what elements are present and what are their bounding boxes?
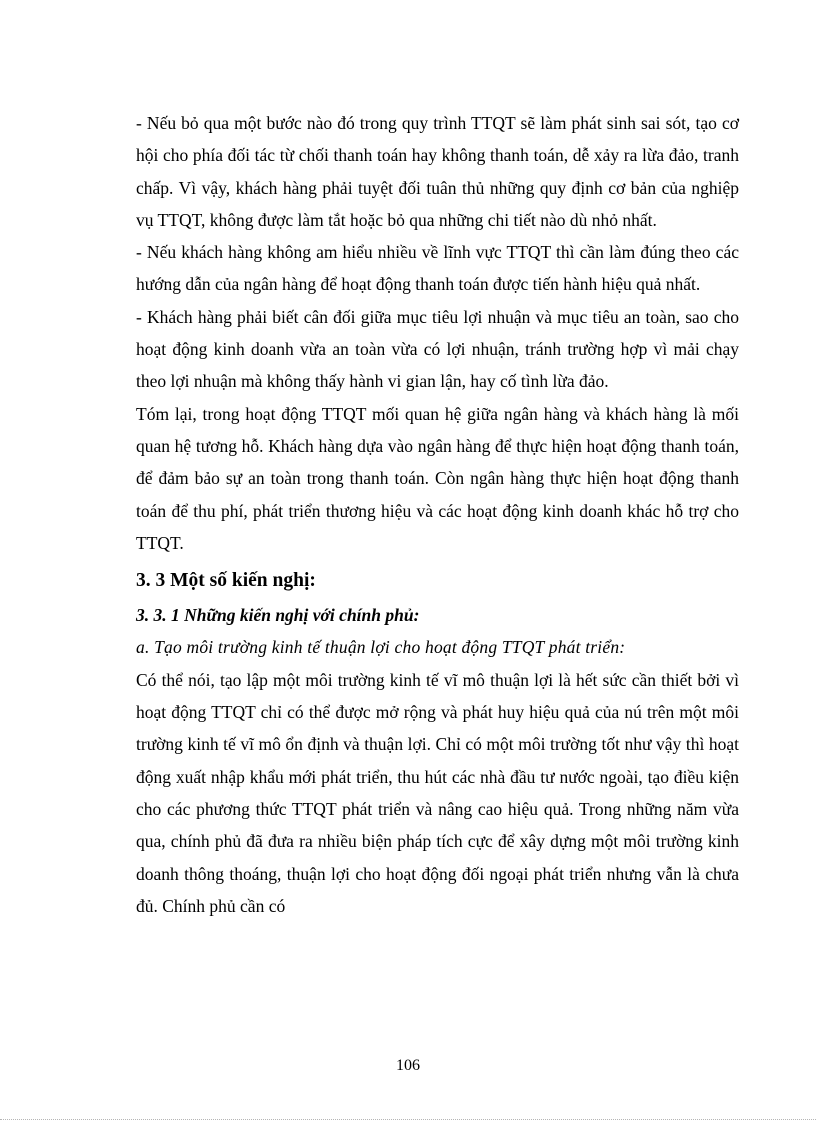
paragraph-summary: Tóm lại, trong hoạt động TTQT mối quan hệ giữa ngân hàng và khách hàng là mối quan hệ tương hỗ. Khách hàng dựa vào ngân hàng để thực hiện hoạt động thanh toán, để đảm bảo sự an toàn trong thanh toán. Còn ngân hàng thực hiện hoạt động thanh toán để thu phí, phát triển thương hiệu và các hoạt động kinh doanh khác hỗ trợ cho TTQT.: [136, 403, 739, 553]
page-body: [136, 107, 739, 922]
item-heading: a. Tạo môi trường kinh tế thuận lợi cho hoạt động TTQT phát triển:: [136, 637, 626, 658]
page-number: 106: [396, 1057, 420, 1074]
paragraph-balance-profit-safety: - Khách hàng phải biết cân đối giữa mục tiêu lợi nhuận và mục tiêu an toàn, sao cho hoạt động kinh doanh vừa an toàn vừa có lợi nhuận, tránh trường hợp vì mải chạy theo lợi nhuận mà không thấy hành vi gian lận, hay cố tình lừa đảo.: [136, 306, 739, 392]
section-heading: 3. 3 Một số kiến nghị:: [136, 570, 316, 592]
paragraph-follow-bank-guidance: - Nếu khách hàng không am hiểu nhiều về lĩnh vực TTQT thì cần làm đúng theo các hướng dẫn của ngân hàng để hoạt động thanh toán được tiến hành hiệu quả nhất.: [136, 242, 739, 295]
paragraph-skip-steps: - Nếu bỏ qua một bước nào đó trong quy trình TTQT sẽ làm phát sinh sai sót, tạo cơ hội cho phía đối tác từ chối thanh toán hay không thanh toán, dễ xảy ra lừa đảo, tranh chấp. Vì vậy, khách hàng phải tuyệt đối tuân thủ những quy định cơ bản của nghiệp vụ TTQT, không được làm tắt hoặc bỏ qua những chi tiết nào dù nhỏ nhất.: [136, 113, 739, 230]
subsection-heading: 3. 3. 1 Những kiến nghị với chính phủ:: [136, 605, 420, 626]
paragraph-macro-environment: Có thể nói, tạo lập một môi trường kinh tế vĩ mô thuận lợi là hết sức cần thiết bởi vì hoạt động TTQT chỉ có thể được mở rộng và phát huy hiệu quả của nú trên một môi trường kinh tế vĩ mô ổn định và thuận lợi. Chỉ có một môi trường tốt như vậy thì hoạt động xuất nhập khẩu mới phát triển, thu hút các nhà đầu tư nước ngoài, tạo điều kiện cho các phương thức TTQT phát triển và nâng cao hiệu quả. Trong những năm vừa qua, chính phủ đã đưa ra nhiều biện pháp tích cực để xây dựng một môi trường kinh doanh thông thoáng, thuận lợi cho hoạt động đối ngoại phát triển nhưng vẫn là chưa đủ. Chính phủ cần có: [136, 669, 739, 916]
page-bottom-divider: [0, 1119, 816, 1120]
